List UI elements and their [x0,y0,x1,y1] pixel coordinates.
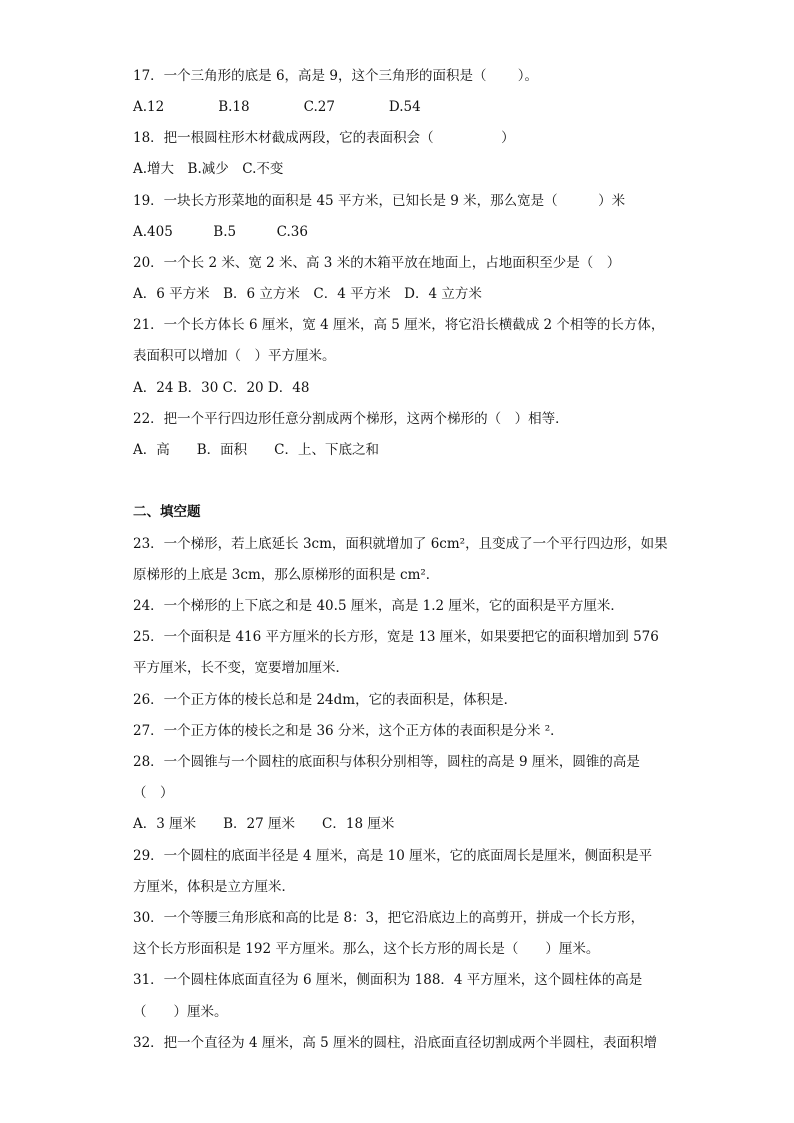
question-21-line-2: 表面积可以增加（ ）平方厘米。 [133,348,336,364]
question-27: 27．一个正方体的棱长之和是 36 分米，这个正方体的表面积是分米 ²． [133,723,564,739]
question-23-line-1: 23．一个梯形，若上底延长 3cm，面积就增加了 6cm²，且变成了一个平行四边形，如果 [133,536,668,552]
question-31-line-2: （ ）厘米。 [133,1004,228,1020]
section-heading-fill-in: 二、填空题 [133,504,201,520]
question-25-line-1: 25．一个面积是 416 平方厘米的长方形，宽是 13 厘米，如果要把它的面积增加到 576 [133,629,659,645]
question-26: 26．一个正方体的棱长总和是 24dm，它的表面积是，体积是． [133,692,518,708]
question-18: 18．把一根圆柱形木材截成两段，它的表面积会（ ） [133,130,515,146]
question-20-options: A．6 平方米 B．6 立方米 C．4 平方米 D．4 立方米 [133,286,482,302]
question-17: 17．一个三角形的底是 6，高是 9，这个三角形的面积是（ ）。 [133,68,538,84]
question-19-options: A.405 B.5 C.36 [133,224,308,240]
question-17-options: A.12 B.18 C.27 D.54 [133,99,421,115]
question-20: 20．一个长 2 米、宽 2 米、高 3 米的木箱平放在地面上，占地面积至少是（ ） [133,255,621,271]
question-28-options: A．3 厘米 B．27 厘米 C．18 厘米 [133,816,395,832]
question-22: 22．把一个平行四边形任意分割成两个梯形，这两个梯形的（ ）相等． [133,411,569,427]
question-21-line-1: 21．一个长方体长 6 厘米，宽 4 厘米，高 5 厘米，将它沿长横截成 2 个相等的长方体， [133,317,665,333]
question-30-line-1: 30．一个等腰三角形底和高的比是 8：3，把它沿底边上的高剪开，拼成一个长方形， [133,910,645,926]
question-28-line-1: 28．一个圆锥与一个圆柱的底面积与体积分别相等，圆柱的高是 9 厘米，圆锥的高是 [133,754,640,770]
question-21-options: A．24 B．30 C．20 D．48 [133,380,310,396]
question-18-options: A.增大 B.减少 C.不变 [133,161,284,177]
question-29-line-1: 29．一个圆柱的底面半径是 4 厘米，高是 10 厘米，它的底面周长是厘米，侧面积是平 [133,848,653,864]
question-22-options: A．高 B．面积 C．上、下底之和 [133,442,379,458]
question-32-line-1: 32．把一个直径为 4 厘米，高 5 厘米的圆柱，沿底面直径切割成两个半圆柱，表面积增 [133,1035,658,1051]
question-30-line-2: 这个长方形面积是 192 平方厘米。那么，这个长方形的周长是（ ）厘米。 [133,941,600,957]
question-28-line-2: （ ） [133,785,174,801]
question-23-line-2: 原梯形的上底是 3cm，那么原梯形的面积是 cm²． [133,567,440,583]
question-31-line-1: 31．一个圆柱体底面直径为 6 厘米，侧面积为 188．4 平方厘米，这个圆柱体的高是 [133,972,643,988]
question-29-line-2: 方厘米，体积是立方厘米． [133,879,295,895]
question-19: 19．一块长方形菜地的面积是 45 平方米，已知长是 9 米，那么宽是（ ）米 [133,193,626,209]
question-24: 24．一个梯形的上下底之和是 40.5 厘米，高是 1.2 厘米，它的面积是平方厘米． [133,598,624,614]
question-25-line-2: 平方厘米，长不变，宽要增加厘米． [133,660,349,676]
